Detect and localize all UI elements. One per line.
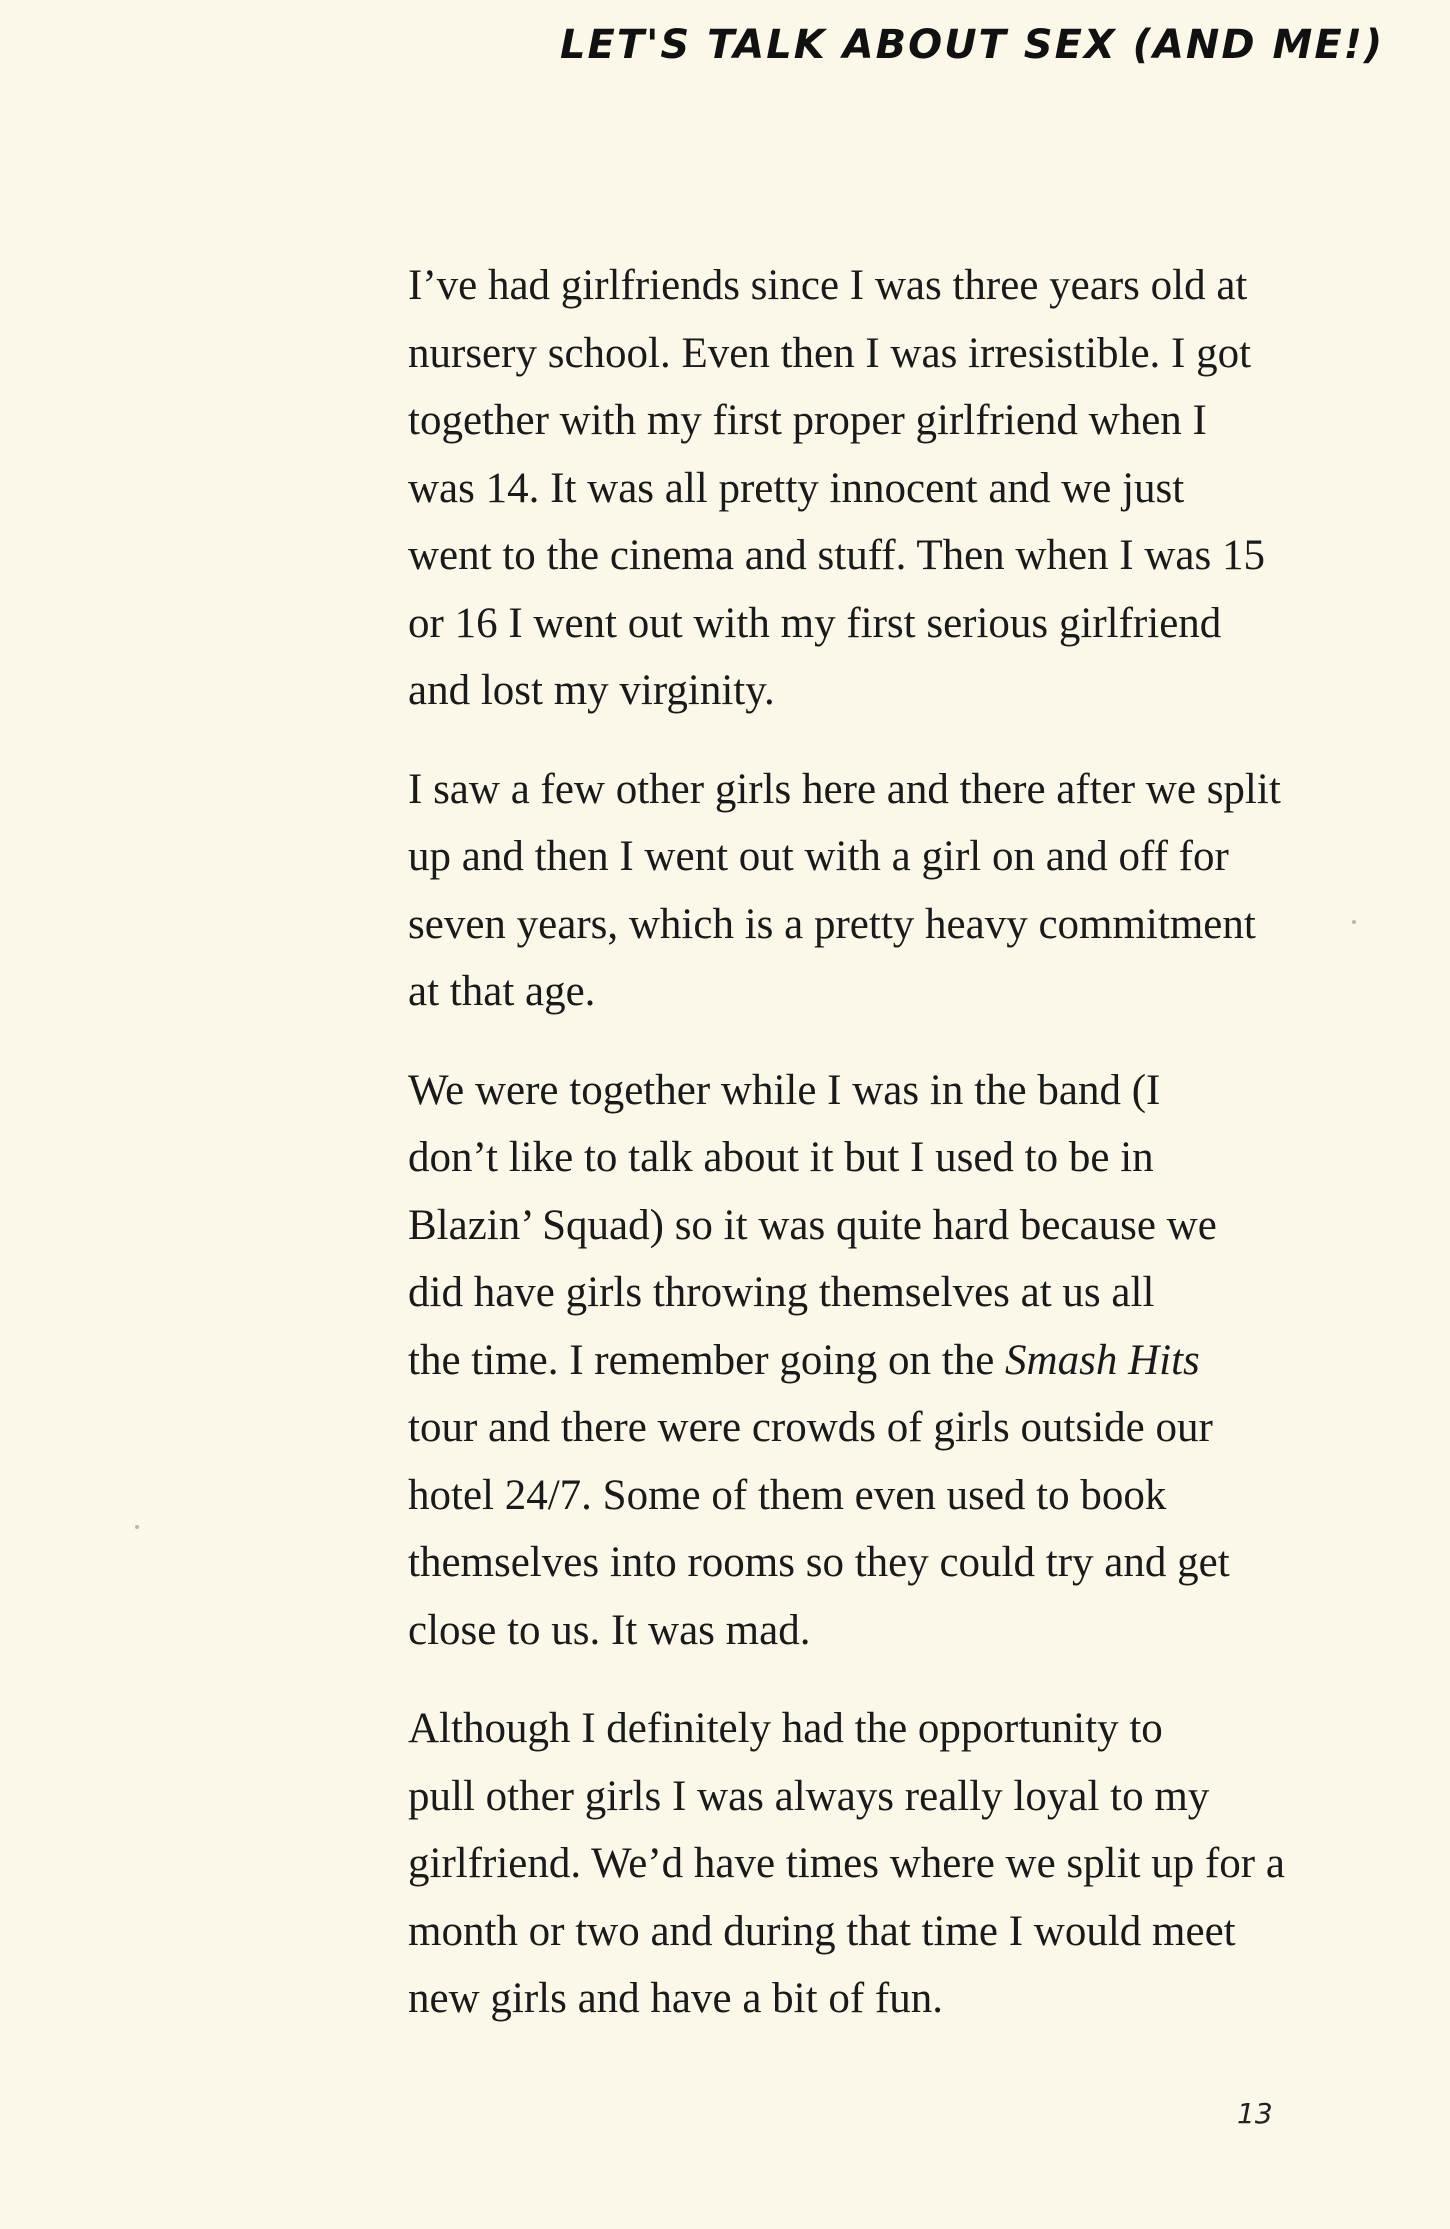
text-line: seven years, which is a pretty heavy commitment [408,900,1256,948]
text-line: hotel 24/7. Some of them even used to book [408,1471,1167,1519]
running-head: LET'S TALK ABOUT SEX (AND ME!) [560,22,1385,68]
text-line: themselves into rooms so they could try and get [408,1539,1230,1586]
text-line: new girls and have a bit of fun. [408,1975,943,2022]
text-line: up and then I went out with a girl on and off for [408,833,1229,880]
text-segment: the time. I remember going on the [408,1336,995,1384]
text-line: nursery school. Even then I was irresistible. I got [408,329,1252,377]
text-line: was 14. It was all pretty innocent and we just [408,464,1185,512]
paragraph-2 [408,756,1308,1026]
text-line: close to us. It was mad. [408,1606,811,1654]
text-line: We were together while I was in the band (I [408,1066,1161,1114]
text-line [408,1327,1308,1395]
text-line: and lost my virginity. [408,667,775,714]
text-line: Although I definitely had the opportunity to [408,1705,1163,1752]
text-line: I saw a few other girls here and there after we split [408,765,1281,813]
text-line: Blazin’ Squad) so it was quite hard because we [408,1201,1217,1249]
text-line: at that age. [408,968,596,1015]
paper-speck [135,1525,139,1529]
text-line: went to the cinema and stuff. Then when I was 15 [408,532,1265,579]
text-line: pull other girls I was always really loyal to my [408,1772,1210,1820]
paper-speck [1352,920,1356,924]
text-line: or 16 I went out with my first serious girlfriend [408,599,1222,647]
text-line: together with my first proper girlfriend when I [408,397,1207,444]
paragraph-1 [408,252,1308,725]
text-line: tour and there were crowds of girls outside our [408,1404,1213,1451]
italic-title: Smash Hits [1005,1336,1200,1384]
paragraph-3 [408,1057,1308,1665]
text-line: girlfriend. We’d have times where we split up for a [408,1840,1285,1887]
text-line: month or two and during that time I would meet [408,1907,1236,1955]
text-line: I’ve had girlfriends since I was three years old at [408,262,1248,309]
page-number: 13 [1237,2097,1273,2130]
body-text [408,252,1308,2064]
text-line: did have girls throwing themselves at us all [408,1269,1155,1316]
text-line: don’t like to talk about it but I used to be in [408,1134,1154,1181]
paragraph-4 [408,1695,1308,2033]
